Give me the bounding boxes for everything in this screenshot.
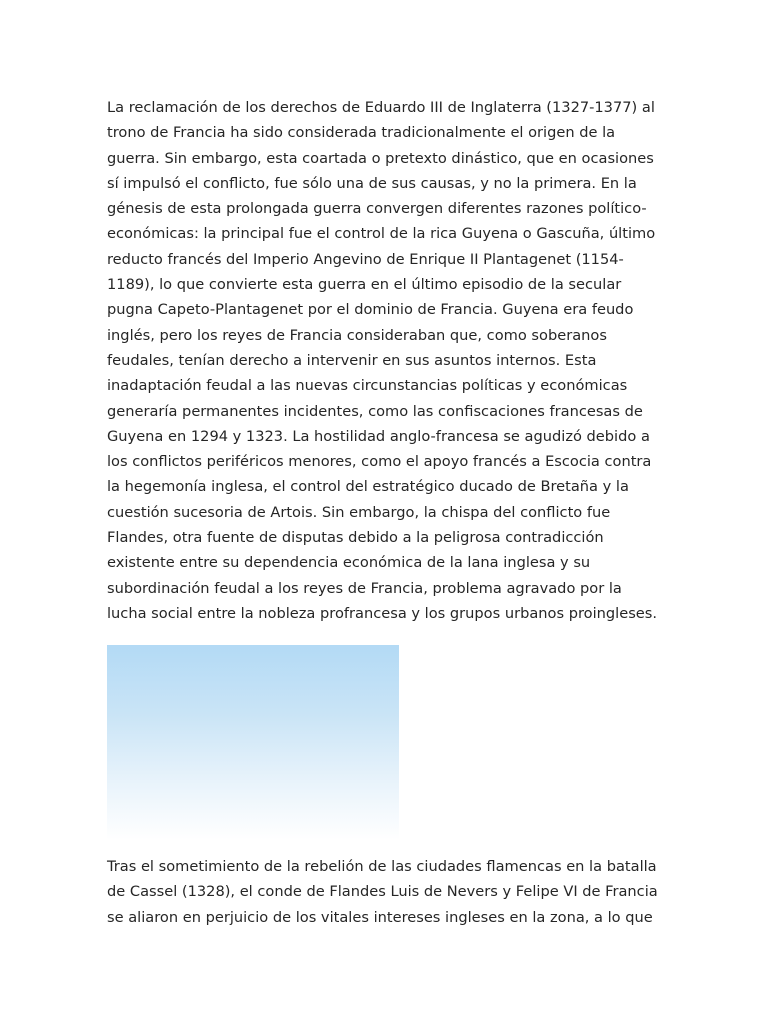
paragraph-line: cuestión sucesoria de Artois. Sin embargo, la chispa del conflicto fue xyxy=(107,503,611,521)
paragraph-line: Flandes, otra fuente de disputas debido a la peligrosa contradicción xyxy=(107,529,604,547)
paragraph-line: feudales, tenían derecho a intervenir en sus asuntos internos. Esta xyxy=(107,351,597,369)
paragraph-line: generaría permanentes incidentes, como las confiscaciones francesas de xyxy=(107,402,643,420)
paragraph-1 xyxy=(107,95,667,626)
paragraph-line: Guyena en 1294 y 1323. La hostilidad anglo-francesa se agudizó debido a xyxy=(107,427,650,445)
paragraph-line: sí impulsó el conflicto, fue sólo una de sus causas, y no la primera. En la xyxy=(107,174,637,192)
paragraph-line: inadaptación feudal a las nuevas circunstancias políticas y económicas xyxy=(107,377,628,395)
paragraph-line: pugna Capeto-Plantagenet por el dominio de Francia. Guyena era feudo xyxy=(107,301,634,319)
paragraph-line: económicas: la principal fue el control de la rica Guyena o Gascuña, último xyxy=(107,225,656,243)
sky-gradient-image xyxy=(107,645,399,840)
paragraph-line: la hegemonía inglesa, el control del estratégico ducado de Bretaña y la xyxy=(107,478,629,496)
paragraph-line: subordinación feudal a los reyes de Francia, problema agravado por la xyxy=(107,579,622,597)
paragraph-line: de Cassel (1328), el conde de Flandes Luis de Nevers y Felipe VI de Francia xyxy=(107,883,658,901)
paragraph-line: guerra. Sin embargo, esta coartada o pretexto dinástico, que en ocasiones xyxy=(107,149,654,167)
paragraph-line: los conflictos periféricos menores, como el apoyo francés a Escocia contra xyxy=(107,453,652,471)
paragraph-line: lucha social entre la nobleza profrancesa y los grupos urbanos proingleses. xyxy=(107,604,658,622)
paragraph-line: La reclamación de los derechos de Eduardo III de Inglaterra (1327-1377) al xyxy=(107,99,655,116)
paragraph-line: existente entre su dependencia económica de la lana inglesa y su xyxy=(107,554,591,572)
paragraph-line: se aliaron en perjuicio de los vitales intereses ingleses en la zona, a lo que xyxy=(107,908,653,926)
paragraph-line: Tras el sometimiento de la rebelión de las ciudades flamencas en la batalla xyxy=(107,858,657,875)
paragraph-line: génesis de esta prolongada guerra convergen diferentes razones político- xyxy=(107,200,647,218)
paragraph-line: reducto francés del Imperio Angevino de Enrique II Plantagenet (1154- xyxy=(107,250,624,268)
paragraph-line: 1189), lo que convierte esta guerra en el último episodio de la secular xyxy=(107,276,622,294)
paragraph-line: trono de Francia ha sido considerada tradicionalmente el origen de la xyxy=(107,124,616,142)
paragraph-2 xyxy=(107,854,667,930)
paragraph-line: inglés, pero los reyes de Francia consideraban que, como soberanos xyxy=(107,326,607,344)
